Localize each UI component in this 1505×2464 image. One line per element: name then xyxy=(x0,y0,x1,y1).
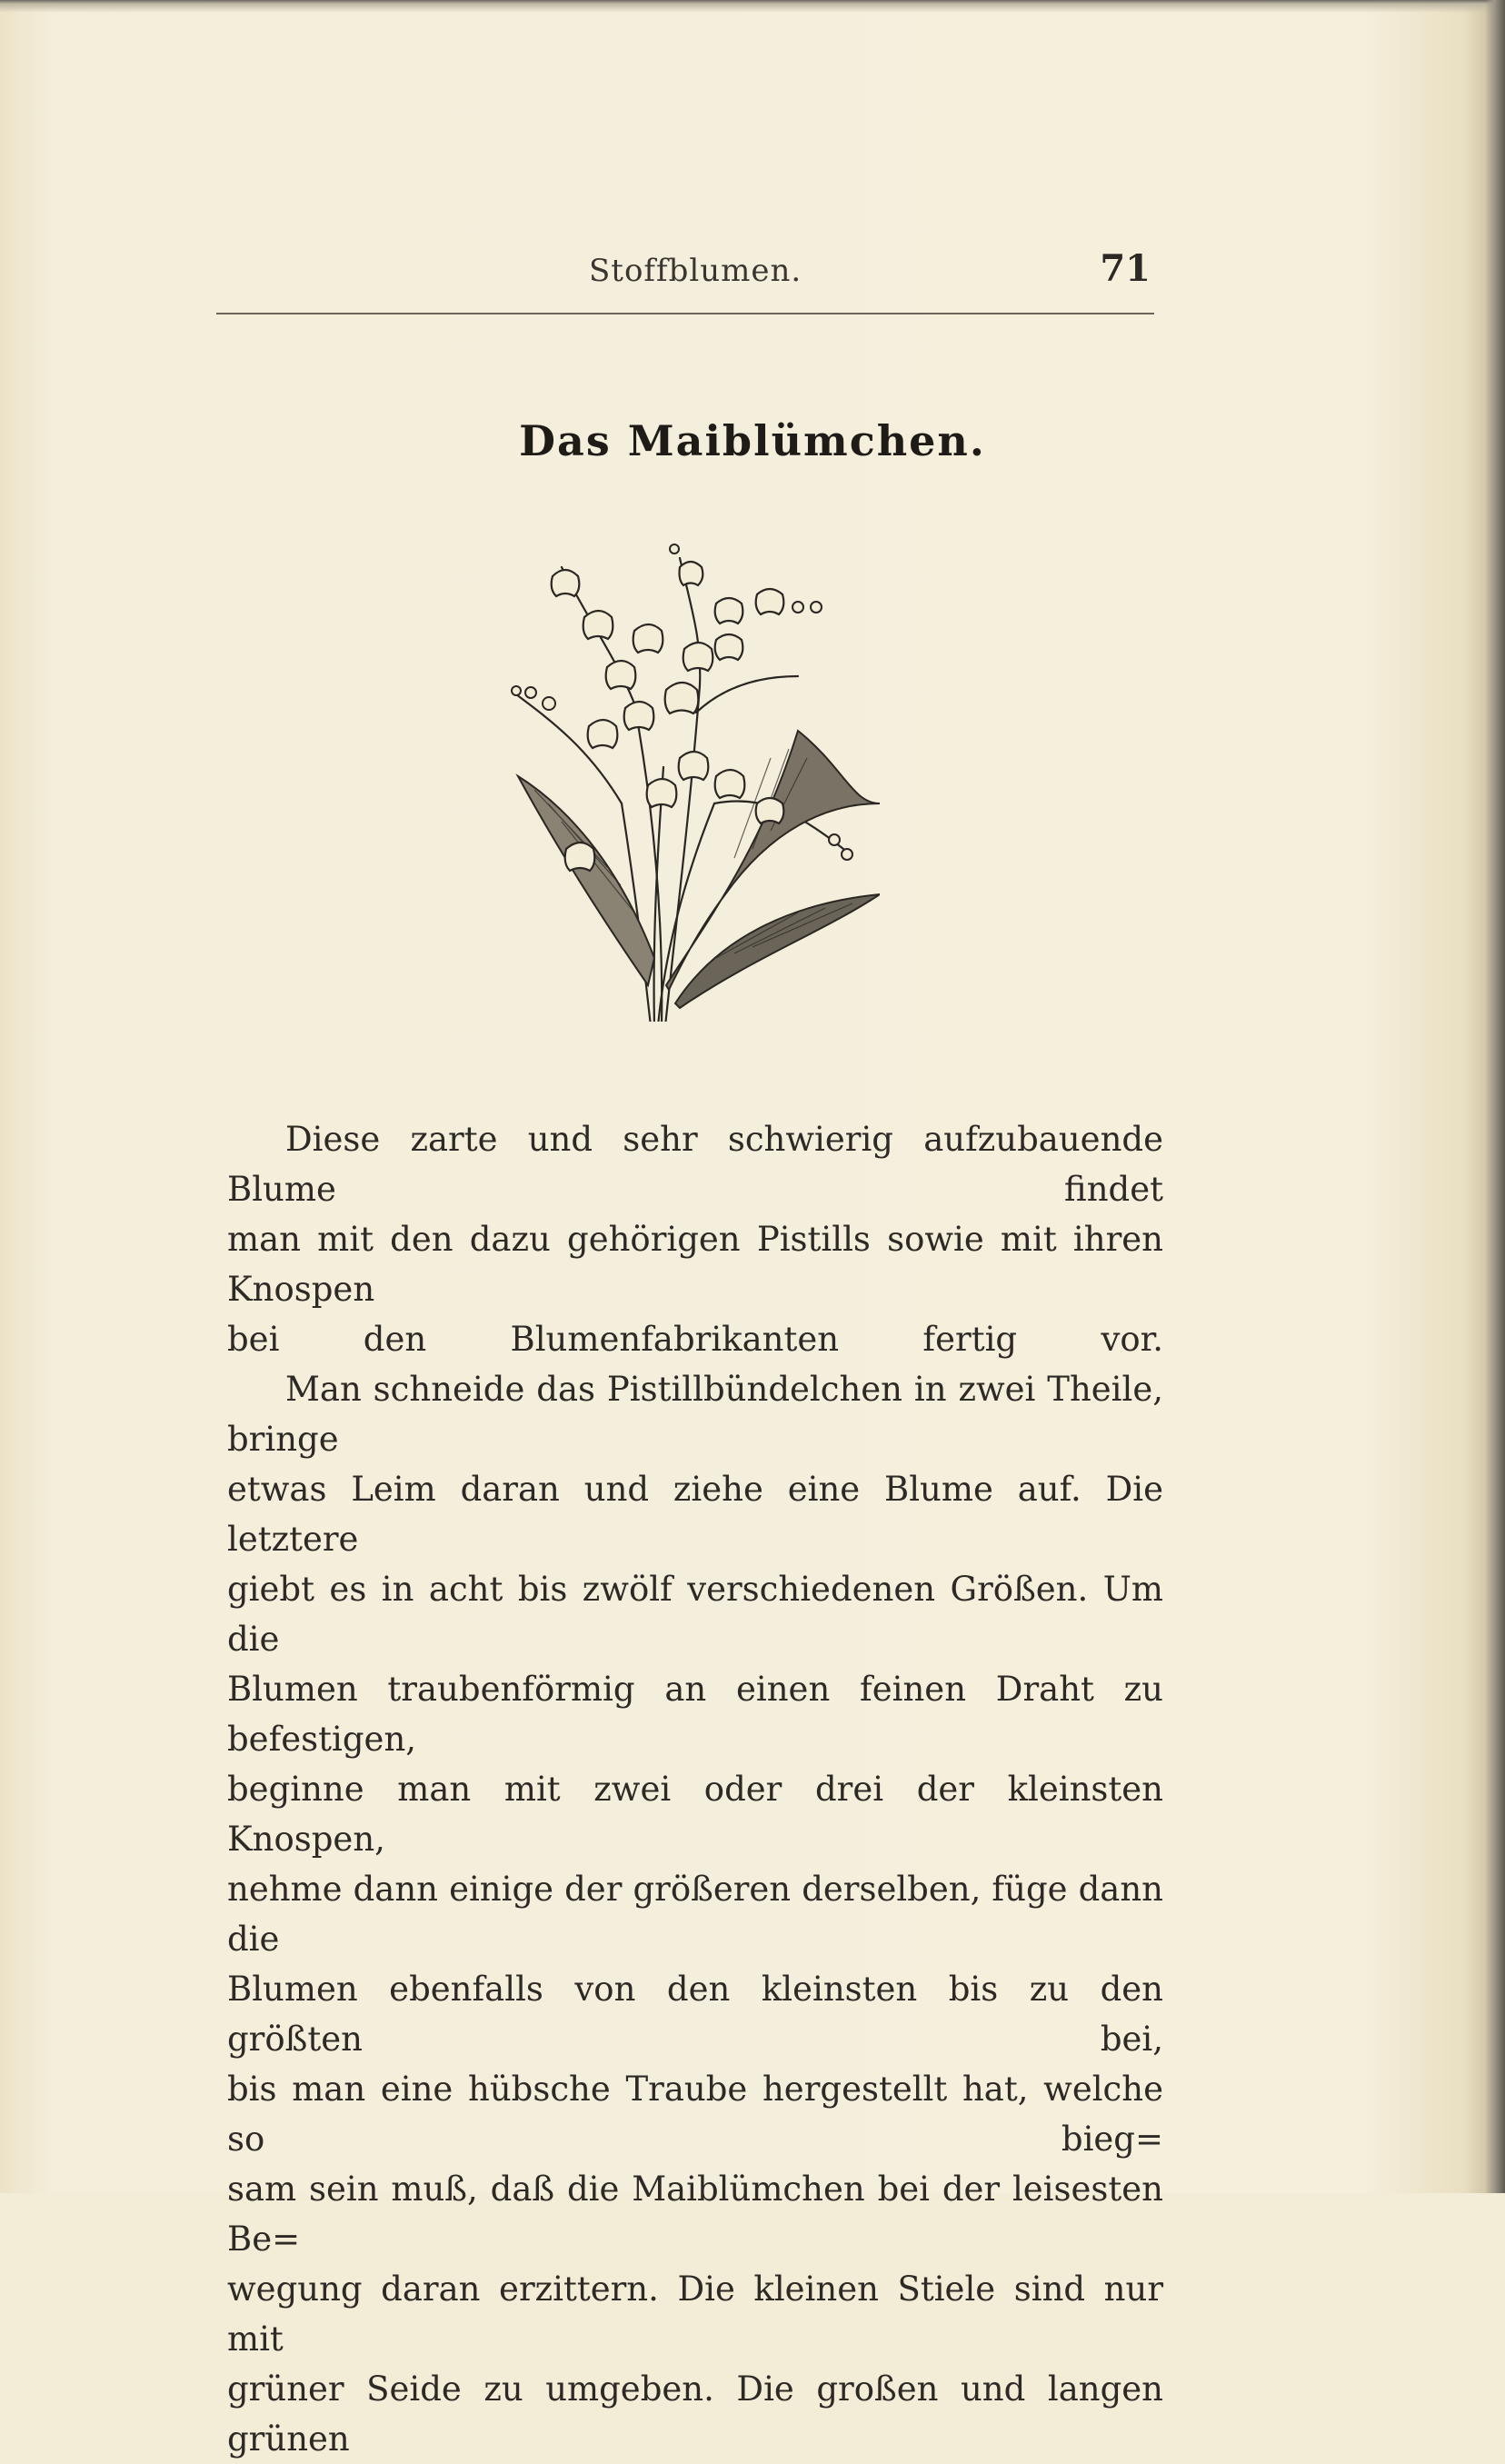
text-line: nehme dann einige der größeren derselben, füge dann die xyxy=(227,1870,1163,1959)
running-head xyxy=(216,247,1154,293)
flower-engraving xyxy=(498,531,880,1022)
page-top-edge xyxy=(0,0,1505,13)
text-line: Blumen ebenfalls von den kleinsten bis zu den größten bei, xyxy=(227,1970,1163,2059)
text-line: Diese zarte und sehr schwierig aufzubauende Blume findet xyxy=(227,1120,1163,1209)
text-line: Blumen traubenförmig an einen feinen Draht zu befestigen, xyxy=(227,1670,1163,1759)
text-line: sam sein muß, daß die Maiblümchen bei der leisesten Be= xyxy=(227,2170,1163,2259)
text-line: wegung daran erzittern. Die kleinen Stiele sind nur mit xyxy=(227,2269,1163,2359)
text-line: giebt es in acht bis zwölf verschiedenen Größen. Um die xyxy=(227,1570,1163,1659)
text-line: etwas Leim daran und ziehe eine Blume auf. Die letztere xyxy=(227,1470,1163,1559)
text-line: grüner Seide zu umgeben. Die großen und langen grünen xyxy=(227,2369,1163,2459)
text-line: Man schneide das Pistillbündelchen in zwei Theile, bringe xyxy=(227,1370,1163,1459)
text-line: beginne man mit zwei oder drei der kleinsten Knospen, xyxy=(227,1770,1163,1859)
paragraph-1 xyxy=(227,1114,1163,1364)
text-line: bei den Blumenfabrikanten fertig vor. xyxy=(227,1320,1163,1359)
body-text xyxy=(227,1114,1163,2464)
page-right-edge xyxy=(1485,0,1505,2193)
chapter-title: Das Maiblümchen. xyxy=(519,416,986,465)
lily-of-the-valley-illustration xyxy=(498,531,880,1022)
paragraph-2 xyxy=(227,1364,1163,2464)
text-line: bis man eine hübsche Traube hergestellt hat, welche so bieg= xyxy=(227,2070,1163,2159)
text-line: man mit den dazu gehörigen Pistills sowie mit ihren Knospen xyxy=(227,1220,1163,1309)
header-rule xyxy=(216,313,1154,314)
page-number: 71 xyxy=(1100,247,1151,290)
running-title: Stoffblumen. xyxy=(589,253,802,289)
